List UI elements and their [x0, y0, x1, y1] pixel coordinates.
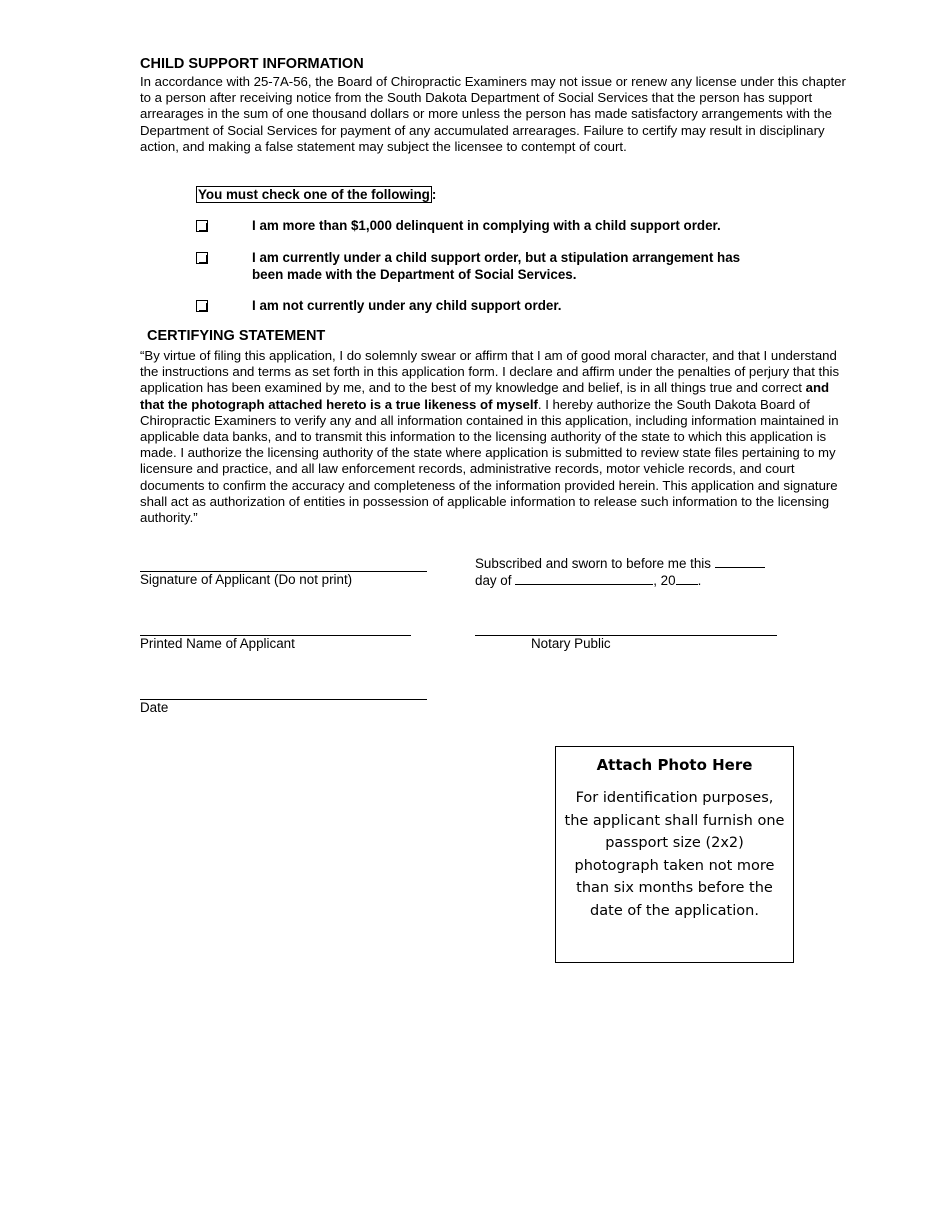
photo-instructions: For identification purposes, the applicant shall furnish one passport size (2x2) photograph taken not more than six months before the date of the application. [564, 790, 785, 919]
sworn-period: . [697, 573, 702, 588]
option-3-checkbox[interactable] [196, 300, 208, 312]
child-support-heading: CHILD SUPPORT INFORMATION [140, 56, 364, 72]
option-2-checkbox[interactable] [196, 252, 208, 264]
check-instruction-text: You must check one of the following [198, 187, 430, 202]
sworn-year-prefix: , 20 [653, 573, 676, 588]
certifying-heading: CERTIFYING STATEMENT [147, 328, 326, 344]
notary-line[interactable] [475, 635, 777, 636]
sworn-year-blank[interactable] [676, 572, 698, 585]
notary-label: Notary Public [531, 636, 611, 651]
date-line[interactable] [140, 699, 427, 700]
option-3-label: I am not currently under any child support order. [252, 298, 562, 313]
photo-box[interactable] [555, 746, 794, 963]
check-instruction-colon: : [431, 187, 437, 202]
certifying-text-1: “By virtue of filing this application, I do solemnly swear or affirm that I am of good moral character, and that I understand the instructions and terms as set forth in this application form. I declare and affirm under the penalties of perjury that this application has been examined by me, and to the best of my knowledge and belief, is in all things true and correct [140, 348, 840, 396]
certifying-text-bold: and that the photograph attached hereto is a true likeness of myself [140, 380, 830, 412]
signature-label: Signature of Applicant (Do not print) [140, 572, 353, 587]
option-2-label: I am currently under a child support order, but a stipulation arrangement has been made with the Department of Social Services. [252, 250, 741, 282]
sworn-text: Subscribed and sworn to before me this [475, 556, 711, 571]
option-1-checkbox[interactable] [196, 220, 208, 232]
sworn-day-blank[interactable] [715, 555, 765, 568]
photo-title: Attach Photo Here [596, 756, 753, 774]
sworn-month-blank[interactable] [515, 572, 653, 585]
sworn-line-1 [475, 555, 765, 571]
sworn-line-2 [475, 572, 701, 588]
printed-name-label: Printed Name of Applicant [140, 636, 295, 651]
sworn-day-of-text: day of [475, 573, 512, 588]
check-instruction [196, 186, 436, 204]
child-support-paragraph: In accordance with 25-7A-56, the Board of Chiropractic Examiners may not issue or renew any license under this chapter to a person after receiving notice from the South Dakota Department of Social Services that the person has support arrearages in the sum of one thousand dollars or more unless the person has made satisfactory arrangements with the Department of Social Services for payment of any accumulated arrearages. Failure to certify may result in disciplinary action, and making a false statement may subject the licensee to contempt of court. [140, 74, 846, 154]
date-label: Date [140, 700, 169, 715]
option-1-label: I am more than $1,000 delinquent in complying with a child support order. [252, 218, 721, 233]
certifying-paragraph [140, 348, 852, 526]
certifying-text-2: . I hereby authorize the South Dakota Board of Chiropractic Examiners to verify any and all information contained in this application, including information maintained in applicable data banks, and to transmit this information to the licensing authority of the state to which this application is made. I authorize the licensing authority of the state where application is submitted to review state files pertaining to my licensure and practice, and all law enforcement records, administrative records, motor vehicle records, and court documents to confirm the accuracy and completeness of the information provided herein. This application and signature shall act as authorization of entities in possession of applicable information to release such information to the licensing authority.” [140, 396, 839, 526]
